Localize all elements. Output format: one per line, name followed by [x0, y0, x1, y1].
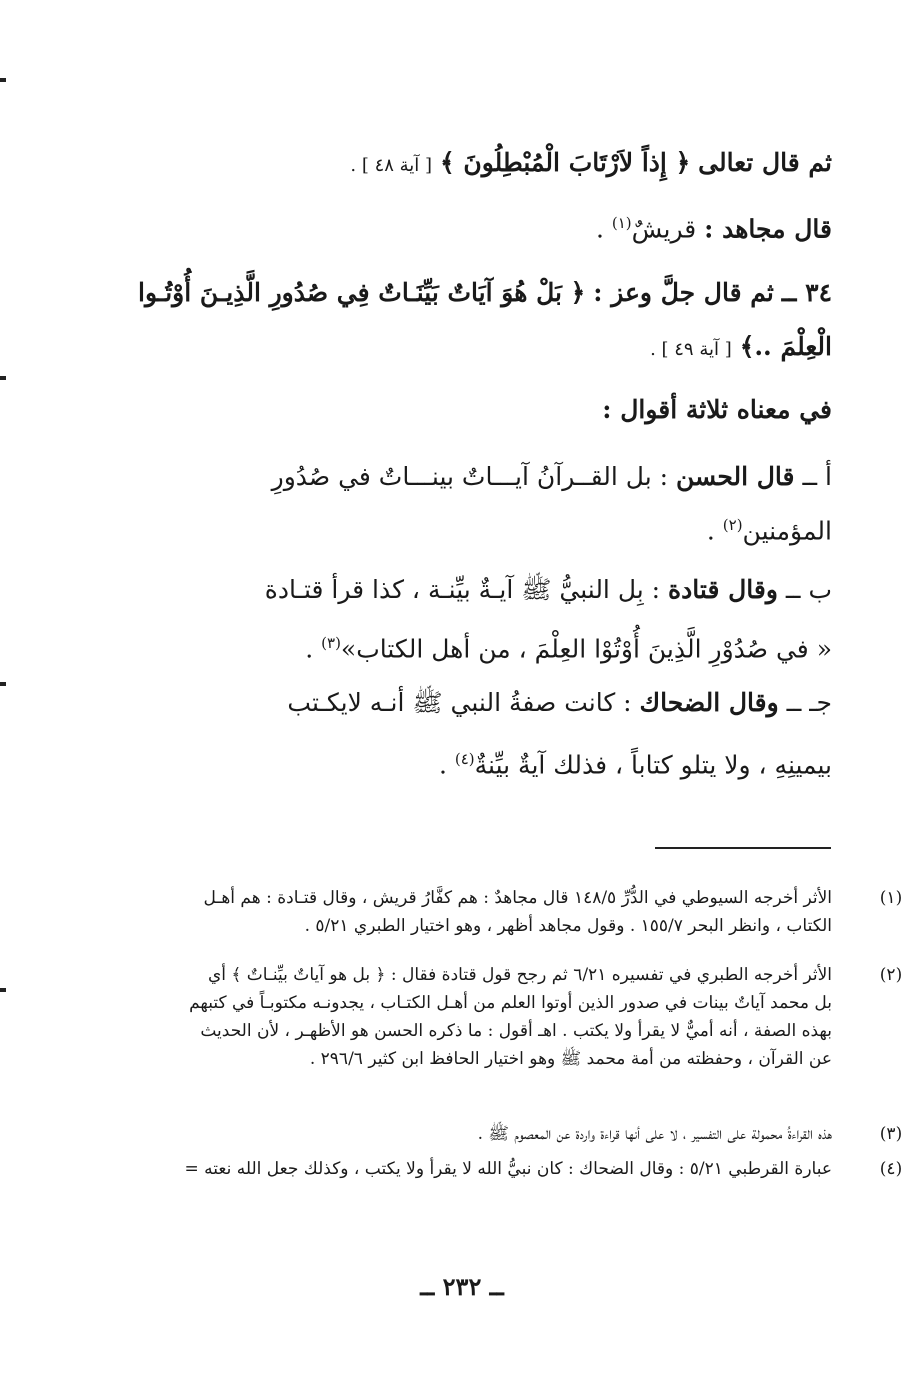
quote-text: : بِل النبيُّ ﷺ آيـةٌ بيِّنـة ، كذا قرأ قتـادة	[264, 575, 661, 604]
text-line	[78, 146, 832, 183]
text-line	[78, 508, 832, 548]
text-line	[78, 460, 832, 494]
speaker: وقال قتادة	[668, 575, 778, 604]
page-number: ــ ٢٣٢ ــ	[420, 1272, 504, 1301]
quote-text: قريشٌ	[631, 214, 697, 244]
speaker: قال الحسن	[676, 462, 795, 491]
verse-reference: [ آية ٤٩ ] .	[650, 339, 732, 360]
footnote	[78, 1120, 903, 1148]
footnote-line: هذه القراءةُ محمولة على التفسير ، لا على أنها قراءة واردة عن المعصوم ﷺ .	[477, 1124, 832, 1144]
item-number: ٣٤ ــ	[781, 278, 832, 307]
scan-edge-mark	[0, 376, 6, 380]
quote-text: بيمينِهِ ، ولا يتلو كتاباً ، فذلك آيةٌ بيِّنةٌ	[474, 750, 832, 780]
footnote-line: بل محمد آياتٌ بينات في صدور الذين أوتوا العلم من أهـل الكتـاب ، يجدونـه مكتوبـاً في كتبهم	[189, 993, 832, 1013]
item-letter: أ ــ	[802, 462, 832, 491]
quran-verse: الْعِلْمَ ..﴾	[739, 332, 832, 361]
verse-reference: [ آية ٤٨ ] .	[350, 155, 433, 176]
intro-phrase: ثم قال تعالى	[698, 148, 832, 177]
text-line	[78, 206, 832, 246]
footnote-marker: (٣)	[321, 634, 341, 652]
footnote-number: (٤)	[879, 1159, 903, 1179]
footnote-marker: (٢)	[722, 516, 743, 534]
footnote-number: (١)	[879, 888, 903, 908]
footnote-line: بهذه الصفة ، أنه أميٌّ لا يقرأ ولا يكتب . اهـ أقول : ما ذكره الحسن هو الأظهـر ، لأن الحديث	[200, 1021, 832, 1041]
text-line	[78, 626, 832, 666]
footnote-line: الكتاب ، وانظر البحر ١٥٥/٧ . وقول مجاهد أظهر ، وهو اختيار الطبري ٥/٢١ .	[304, 916, 832, 936]
footnote	[78, 1155, 903, 1183]
footnote-marker: (١)	[611, 214, 632, 232]
speaker: وقال الضحاك	[639, 688, 779, 717]
item-letter: ب ــ	[785, 575, 832, 604]
footnote-line: الأثر أخرجه السيوطي في الدُّرِّ ١٤٨/٥ قال مجاهدٌ : هم كفَّارُ قريش ، وقال قتـادة : هم أهـل	[203, 888, 832, 908]
quote-text: « في صُدُوْرِ الَّذِينَ أُوْتُوْا العِلْمَ ، من أهل الكتاب»	[340, 634, 832, 664]
footnote-marker: (٤)	[454, 750, 475, 768]
text-line	[78, 573, 832, 607]
quote-text: المؤمنين	[742, 516, 832, 546]
footnote-separator	[655, 847, 831, 849]
punctuation: .	[706, 516, 715, 546]
footnote-line: الأثر أخرجه الطبري في تفسيره ٦/٢١ ثم رجح قول قتادة فقال : ﴿ بل هو آياتٌ بيِّنـاتٌ ﴾ أي	[207, 965, 832, 985]
speaker: قال مجاهد :	[704, 214, 832, 244]
quote-text: : بل القــرآنُ آيـــاتٌ بينـــاتٌ في صُدُورِ	[271, 462, 669, 491]
footnote-line: عن القرآن ، وحفظته من أمة محمد ﷺ وهو اختيار الحافظ ابن كثير ٢٩٦/٦ .	[309, 1049, 832, 1069]
intro-phrase: ثم قال جلَّ وعز :	[593, 278, 774, 307]
footnote	[78, 884, 903, 940]
footnote-line: عبارة القرطبي ٥/٢١ : وقال الضحاك : كان نبيُّ الله لا يقرأ ولا يكتب ، وكذلك جعل الله نعته =	[184, 1159, 832, 1179]
text-line	[78, 742, 832, 782]
punctuation: .	[595, 214, 604, 244]
footnote	[78, 961, 903, 1073]
text-line	[78, 276, 832, 310]
scan-edge-mark	[0, 988, 6, 992]
scan-edge-mark	[0, 682, 6, 686]
quran-verse: ﴿ إِذاً لاَرْتَابَ الْمُبْطِلُونَ ﴾	[440, 148, 691, 177]
text-line	[78, 393, 832, 427]
footnote-number: (٢)	[879, 965, 903, 985]
scan-edge-mark	[0, 78, 6, 82]
text-line	[78, 330, 832, 367]
quran-verse: ﴿ بَلْ هُوَ آيَاتٌ بَيِّنَـاتٌ فِي صُدُورِ الَّذِيـنَ أُوْتُـوا	[138, 278, 586, 307]
punctuation: .	[305, 634, 314, 664]
item-letter: جـ ــ	[786, 688, 832, 717]
quote-text: : كانت صفةُ النبي ﷺ أنـه لايكـتب	[287, 688, 632, 717]
text-line	[78, 686, 832, 720]
punctuation: .	[438, 750, 447, 780]
section-heading: في معناه ثلاثة أقوال :	[602, 395, 832, 424]
footnote-number: (٣)	[879, 1124, 903, 1144]
